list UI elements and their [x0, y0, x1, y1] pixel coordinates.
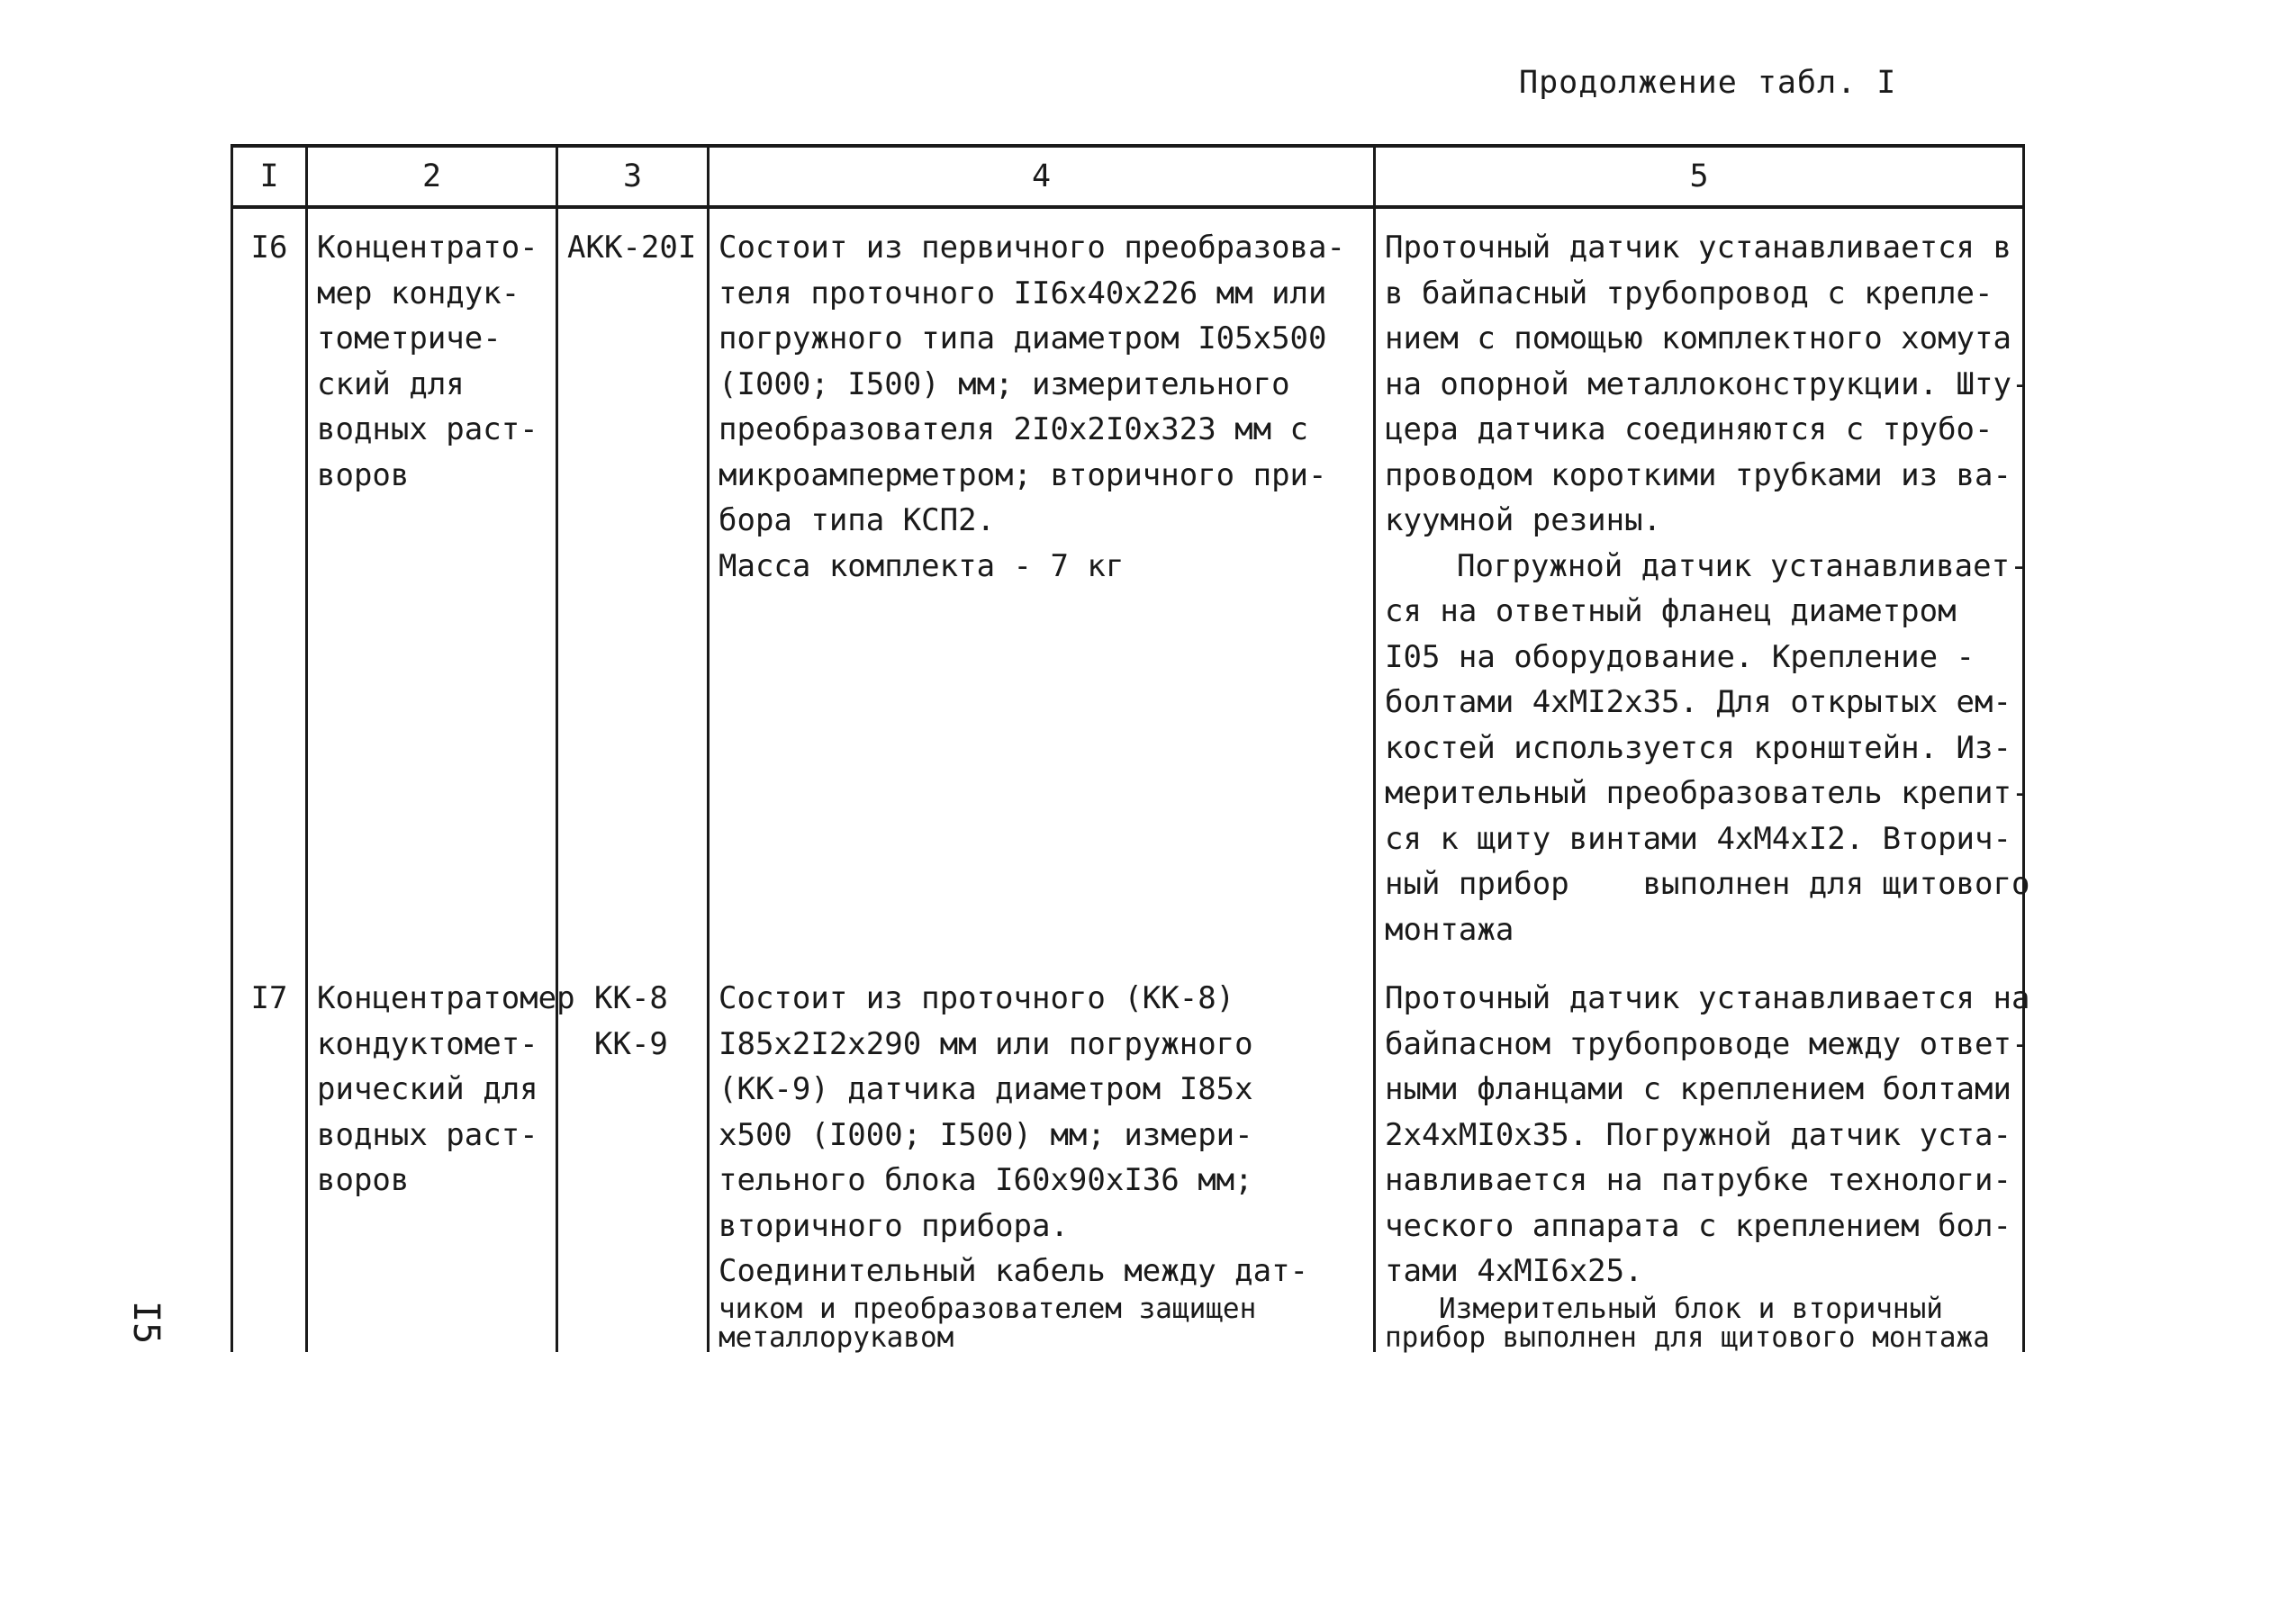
- device-type-line: КК-9: [594, 1025, 668, 1062]
- installation-line: Погружной датчик устанавливает-: [1457, 547, 2029, 584]
- row-number: [232, 970, 307, 1352]
- installation-line: в байпасный трубопровод с крепле-: [1385, 275, 1993, 311]
- installation-line: ся на ответный фланец диаметром: [1385, 593, 1957, 629]
- device-name-line: Концентрато-: [317, 230, 538, 266]
- installation-line: болтами 4хМI2х35. Для открытых ем-: [1385, 684, 2011, 720]
- device-type-line: КК-8: [594, 980, 668, 1016]
- device-name-cell: [307, 970, 575, 1352]
- header-col-3: 3: [557, 146, 709, 207]
- description-cell: [709, 970, 1375, 1352]
- description-line: (КК-9) датчика диаметром I85х: [719, 1071, 1253, 1107]
- installation-cell: [1375, 970, 2030, 1354]
- device-name-cell: [307, 207, 557, 970]
- description-line: вторичного прибора.: [719, 1207, 1069, 1244]
- device-type-cell: [557, 970, 709, 1352]
- installation-line: ся к щиту винтами 4хМ4хI2. Вторич-: [1385, 820, 2011, 857]
- device-name-line: водных раст-: [317, 411, 538, 447]
- installation-line: ный прибор выполнен для щитового: [1385, 866, 2030, 902]
- device-name-line: кондуктомет-: [317, 1025, 538, 1062]
- device-type-line: АКК-20I: [567, 230, 697, 266]
- installation-line: Измерительный блок и вторичный: [1439, 1292, 1943, 1325]
- installation-cell: [1375, 207, 2030, 970]
- device-type-cell: [557, 207, 709, 970]
- installation-line: навливается на патрубке технологи-: [1385, 1162, 2011, 1198]
- table-caption: Продолжение табл. I: [1519, 65, 1897, 101]
- device-name-line: тометриче-: [317, 320, 502, 356]
- installation-line: 2х4хМI0х35. Погружной датчик уста-: [1385, 1116, 2011, 1153]
- header-col-1: I: [232, 146, 307, 207]
- header-col-4: 4: [709, 146, 1375, 207]
- header-col-5: 5: [1375, 146, 2024, 207]
- row-number-text: I7: [250, 980, 288, 1016]
- description-line: металлорукавом: [719, 1321, 954, 1354]
- installation-line: I05 на оборудование. Крепление -: [1385, 638, 1975, 675]
- device-name-line: воров: [317, 1162, 410, 1198]
- page-number: I5: [125, 1301, 167, 1345]
- row-number-text: I6: [250, 230, 288, 266]
- installation-line: нием с помощью комплектного хомута: [1385, 320, 2011, 356]
- description-line: микроамперметром; вторичного при-: [719, 456, 1327, 493]
- installation-line: куумной резины.: [1385, 502, 1662, 538]
- installation-line: прибор выполнен для щитового монтажа: [1385, 1321, 1990, 1354]
- installation-line: монтажа: [1385, 911, 1514, 948]
- installation-line: байпасном трубопроводе между ответ-: [1385, 1025, 2030, 1062]
- description-line: Масса комплекта - 7 кг: [719, 547, 1125, 584]
- device-name-line: рический для: [317, 1071, 538, 1107]
- description-cell: [709, 207, 1375, 970]
- installation-line: цера датчика соединяются с трубо-: [1385, 411, 1993, 447]
- description-line: I85х2I2х290 мм или погружного: [719, 1025, 1253, 1062]
- description-line: Состоит из проточного (КК-8): [719, 980, 1235, 1016]
- table-row: [232, 970, 2024, 1352]
- header-col-2: 2: [307, 146, 557, 207]
- table-row: [232, 207, 2024, 970]
- device-name-line: мер кондук-: [317, 275, 520, 311]
- installation-line: Проточный датчик устанавливается на: [1385, 980, 2030, 1016]
- description-line: погружного типа диаметром I05x500: [719, 320, 1327, 356]
- installation-line: ными фланцами с креплением болтами: [1385, 1071, 2011, 1107]
- installation-line: на опорной металлоконструкции. Шту-: [1385, 365, 2030, 402]
- description-line: (I000; I500) мм; измерительного: [719, 365, 1290, 402]
- installation-line: проводом короткими трубками из ва-: [1385, 456, 2011, 493]
- installation-line: костей используется кронштейн. Из-: [1385, 729, 2011, 766]
- description-line: Соединительный кабель между дат-: [719, 1253, 1309, 1289]
- installation-line: тами 4хМI6х25.: [1385, 1253, 1643, 1289]
- description-line: х500 (I000; I500) мм; измери-: [719, 1116, 1253, 1153]
- installation-line: мерительный преобразователь крепит-: [1385, 775, 2030, 811]
- installation-line: ческого аппарата с креплением бол-: [1385, 1207, 2011, 1244]
- header-row: [232, 146, 2024, 207]
- description-line: тельного блока I60х90хI36 мм;: [719, 1162, 1253, 1198]
- description-line: Состоит из первичного преобразова-: [719, 230, 1345, 266]
- installation-line: Проточный датчик устанавливается в: [1385, 230, 2011, 266]
- description-line: бора типа КСП2.: [719, 502, 996, 538]
- device-name-line: водных раст-: [317, 1116, 538, 1153]
- row-number: [232, 207, 307, 970]
- description-line: чиком и преобразователем защищен: [719, 1292, 1257, 1325]
- device-name-line: воров: [317, 456, 410, 493]
- device-name-line: Концентратомер: [317, 980, 575, 1016]
- equipment-table: [231, 144, 2030, 1354]
- device-name-line: ский для: [317, 365, 465, 402]
- description-line: преобразователя 2I0х2I0х323 мм с: [719, 411, 1309, 447]
- description-line: теля проточного II6х40х226 мм или: [719, 275, 1327, 311]
